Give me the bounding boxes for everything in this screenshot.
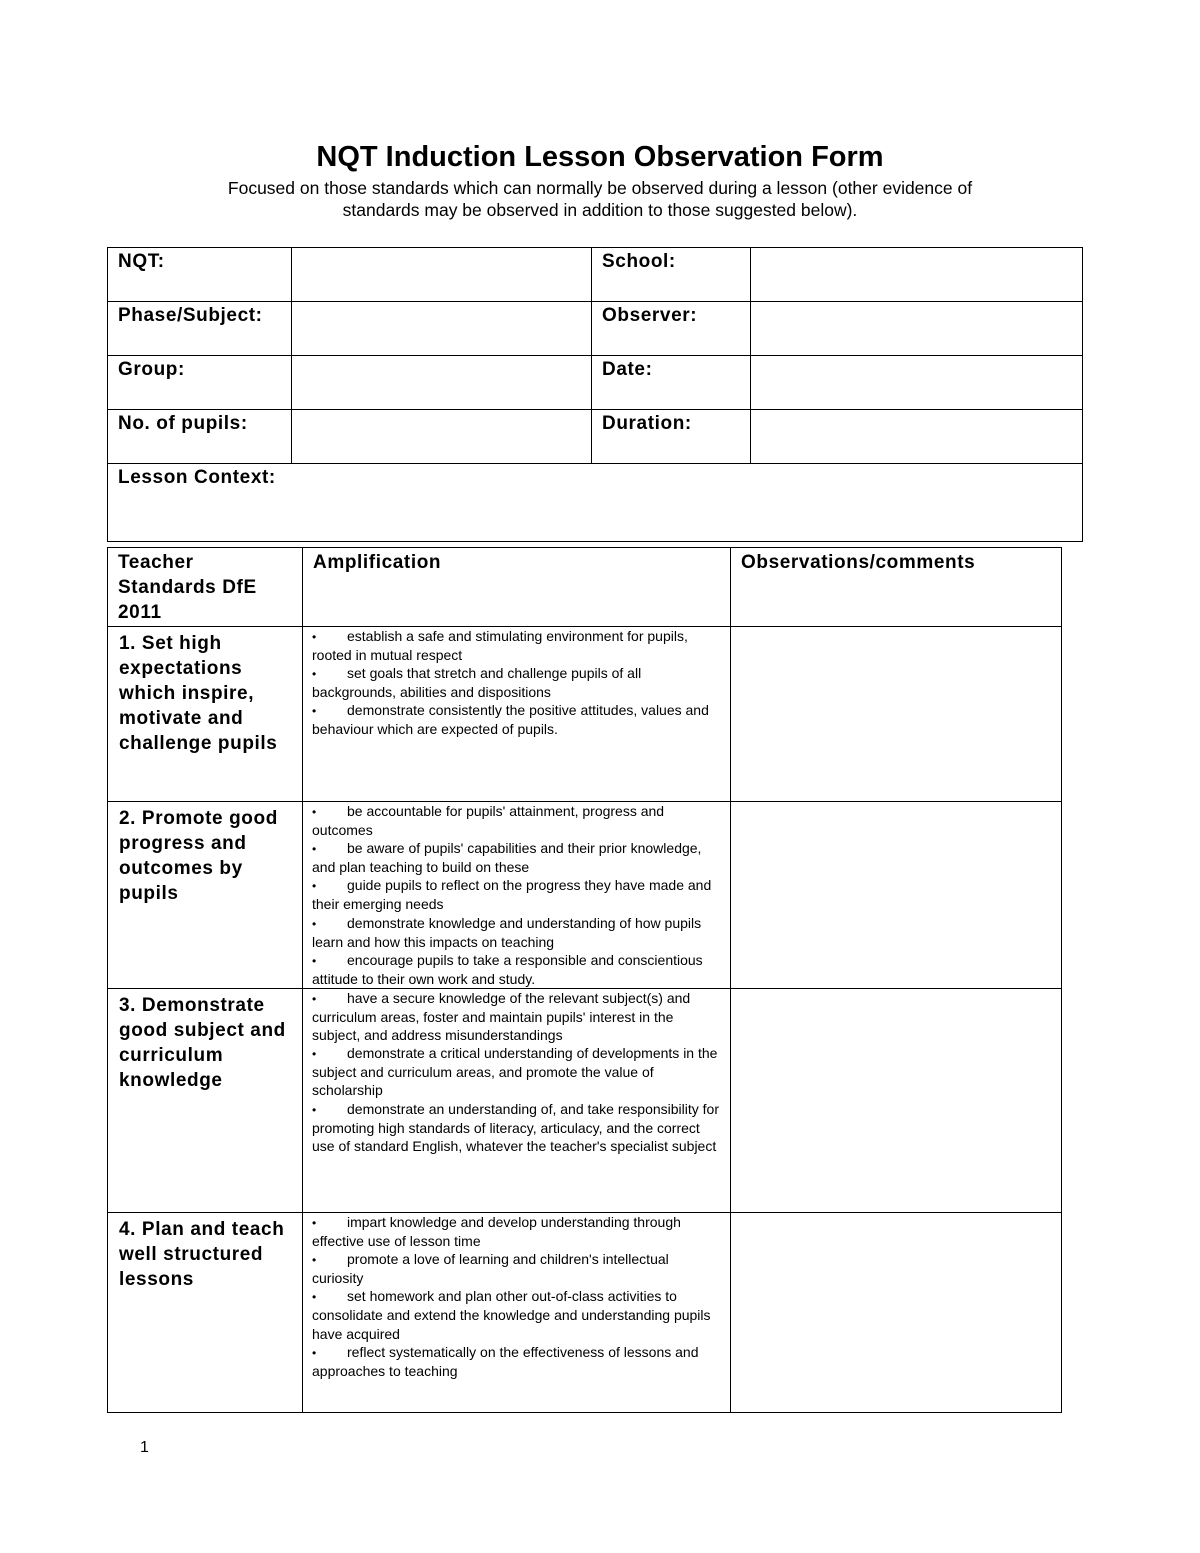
header-amplification: Amplification <box>303 548 731 627</box>
standard-row-4 <box>108 1212 1062 1412</box>
duration-label: Duration: <box>592 410 751 464</box>
standard-1-observations[interactable] <box>731 627 1062 802</box>
observer-field[interactable] <box>751 302 1083 356</box>
standard-4-title: 4. Plan and teach well structured lessons <box>108 1212 303 1412</box>
list-item: • set homework and plan other out-of-class activities to consolidate and extend the knowledge and understanding pupils have acquired <box>312 1288 711 1342</box>
bullet-icon: • <box>312 630 317 644</box>
bullet-icon: • <box>312 953 317 968</box>
standard-3-title: 3. Demonstrate good subject and curriculum knowledge <box>108 988 303 1212</box>
bullet-icon: • <box>312 1215 317 1230</box>
list-item: • guide pupils to reflect on the progress they have made and their emerging needs <box>312 877 712 913</box>
bullet-icon: • <box>312 805 317 819</box>
info-row-group <box>108 356 1083 410</box>
info-row-nqt <box>108 248 1083 302</box>
list-item: • encourage pupils to take a responsible and conscientious attitude to their own work and study. <box>312 951 703 987</box>
school-label: School: <box>592 248 751 302</box>
lesson-context-label: Lesson Context: <box>118 467 276 488</box>
lesson-info-table <box>107 247 1083 542</box>
lesson-context-cell[interactable] <box>108 464 1083 542</box>
group-field[interactable] <box>292 356 592 410</box>
nqt-field[interactable] <box>292 248 592 302</box>
bullet-icon: • <box>312 1047 317 1062</box>
standard-row-1 <box>108 627 1062 802</box>
standard-3-observations[interactable] <box>731 988 1062 1212</box>
list-item: • establish a safe and stimulating environment for pupils, rooted in mutual respect <box>312 628 688 664</box>
standard-row-3 <box>108 988 1062 1212</box>
date-field[interactable] <box>751 356 1083 410</box>
phase-subject-field[interactable] <box>292 302 592 356</box>
group-label: Group: <box>108 356 292 410</box>
list-item: • demonstrate an understanding of, and take responsibility for promoting high standards of literacy, articulacy, and the correct use of standard English, whatever the teacher's specialist subject <box>312 1100 720 1154</box>
bullet-icon: • <box>312 879 317 894</box>
list-item: • be aware of pupils' capabilities and their prior knowledge, and plan teaching to build on these <box>312 840 702 876</box>
list-item: • set goals that stretch and challenge pupils of all backgrounds, abilities and dispositions <box>312 665 642 701</box>
form-title: NQT Induction Lesson Observation Form <box>316 141 884 173</box>
school-field[interactable] <box>751 248 1083 302</box>
page-number: 1 <box>140 1439 149 1456</box>
standard-2-observations[interactable] <box>731 802 1062 989</box>
header-teacher-standards: Teacher Standards DfE 2011 <box>108 548 303 627</box>
standard-3-amplification <box>303 988 731 1212</box>
list-item: • demonstrate consistently the positive attitudes, values and behaviour which are expected of pupils. <box>312 702 709 738</box>
standard-1-title: 1. Set high expectations which inspire, motivate and challenge pupils <box>108 627 303 802</box>
list-item: • reflect systematically on the effectiveness of lessons and approaches to teaching <box>312 1343 699 1379</box>
standard-row-2 <box>108 802 1062 989</box>
info-row-pupils <box>108 410 1083 464</box>
list-item: • promote a love of learning and children's intellectual curiosity <box>312 1251 669 1287</box>
list-item: • be accountable for pupils' attainment, progress and outcomes <box>312 803 665 839</box>
form-subtitle <box>170 177 1030 221</box>
standards-header-row <box>108 548 1062 627</box>
standards-table <box>107 547 1062 1413</box>
list-item: • have a secure knowledge of the relevant subject(s) and curriculum areas, foster and maintain pupils' interest in the subject, and address misunderstandings <box>312 989 691 1044</box>
bullet-icon: • <box>312 991 317 1006</box>
list-item: • impart knowledge and develop understanding through effective use of lesson time <box>312 1213 681 1250</box>
bullet-icon: • <box>312 1345 317 1360</box>
phase-subject-label: Phase/Subject: <box>108 302 292 356</box>
standard-2-title: 2. Promote good progress and outcomes by pupils <box>108 802 303 989</box>
duration-field[interactable] <box>751 410 1083 464</box>
bullet-icon: • <box>312 667 317 682</box>
bullet-icon: • <box>312 704 317 719</box>
standard-1-amplification <box>303 627 731 802</box>
subtitle-line-2: standards may be observed in addition to those suggested below). <box>342 200 858 220</box>
list-item: • demonstrate knowledge and understanding of how pupils learn and how this impacts on teaching <box>312 914 702 950</box>
observer-label: Observer: <box>592 302 751 356</box>
info-row-phase <box>108 302 1083 356</box>
bullet-icon: • <box>312 1253 317 1268</box>
info-row-context <box>108 464 1083 542</box>
standard-4-amplification <box>303 1212 731 1412</box>
standard-2-amplification <box>303 802 731 989</box>
header-observations: Observations/comments <box>731 548 1062 627</box>
pupils-label: No. of pupils: <box>108 410 292 464</box>
bullet-icon: • <box>312 1102 317 1117</box>
bullet-icon: • <box>312 842 317 857</box>
list-item: • demonstrate a critical understanding of developments in the subject and curriculum areas, and promote the value of scholarship <box>312 1045 718 1099</box>
standard-4-observations[interactable] <box>731 1212 1062 1412</box>
date-label: Date: <box>592 356 751 410</box>
bullet-icon: • <box>312 1290 317 1305</box>
pupils-field[interactable] <box>292 410 592 464</box>
subtitle-line-1: Focused on those standards which can normally be observed during a lesson (other evidence of <box>227 178 973 198</box>
bullet-icon: • <box>312 916 317 931</box>
nqt-label: NQT: <box>108 248 292 302</box>
